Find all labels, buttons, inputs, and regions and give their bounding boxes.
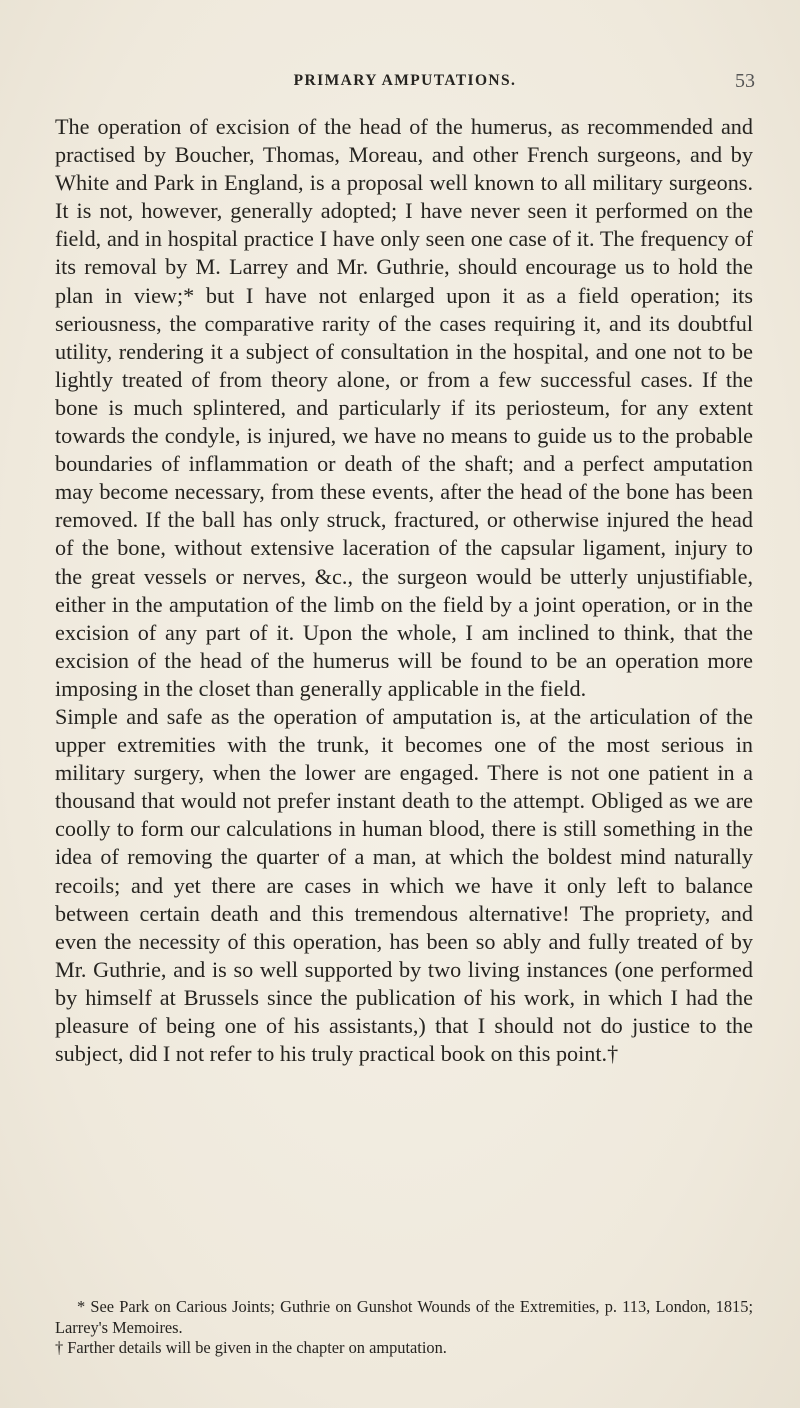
paragraph-amputation-articulation: Simple and safe as the operation of amputation is, at the articulation of the upper extremities with the trunk, it becomes one of the most serious in military surgery, when the lower are engaged. There is not one patient in a thousand that would not prefer instant death to the attempt. Obliged as we are coolly to form our calculations in human blood, there is still something in the idea of removing the quarter of a man, at which the boldest mind naturally recoils; and yet there are cases in which we have it only left to balance between certain death and this tremendous alternative! The propriety, and even the necessity of this operation, has been so ably and fully treated of by Mr. Guthrie, and is so well supported by two living instances (one performed by himself at Brussels since the publication of his work, in which I had the pleasure of being one of his assistants,) that I should not do justice to the subject, did I not refer to his truly practical book on this point.† xyxy=(55,703,753,1067)
footnote-dagger: † Farther details will be given in the chapter on amputation. xyxy=(55,1338,447,1357)
paragraph-excision-humerus: The operation of excision of the head of the humerus, as recommended and practised by Boucher, Thomas, Moreau, and other French surgeons, and by White and Park in England, is a proposal well known to all military surgeons. It is not, however, generally adopted; I have never seen it performed on the field, and in hospital practice I have only seen one case of it. The frequency of its removal by M. Larrey and Mr. Guthrie, should encourage us to hold the plan in view;* but I have not enlarged upon it as a field operation; its seriousness, the comparative rarity of the cases requiring it, and its doubtful utility, rendering it a subject of consultation in the hospital, and one not to be lightly treated of from theory alone, or from a few successful cases. If the bone is much splintered, and particularly if its periosteum, for any extent towards the condyle, is injured, we have no means to guide us to the probable boundaries of inflammation or death of the shaft; and a perfect amputation may become necessary, from these events, after the head of the bone has been removed. If the ball has only struck, fractured, or otherwise injured the head of the bone, without extensive laceration of the capsular ligament, injury to the great vessels or nerves, &c., the surgeon would be utterly unjustifiable, either in the amputation of the limb on the field by a joint operation, or in the excision of any part of it. Upon the whole, I am inclined to think, that the excision of the head of the humerus will be found to be an operation more imposing in the closet than generally applicable in the field. xyxy=(55,114,753,701)
page-header xyxy=(55,70,755,94)
running-title: PRIMARY AMPUTATIONS. xyxy=(293,72,517,89)
footnotes xyxy=(55,1297,753,1359)
footnote-asterisk: * See Park on Carious Joints; Guthrie on Gunshot Wounds of the Extremities, p. 113, London, 1815; Larrey's Memoires. xyxy=(55,1297,753,1337)
main-text xyxy=(55,113,753,1068)
page-number: 53 xyxy=(735,70,755,92)
